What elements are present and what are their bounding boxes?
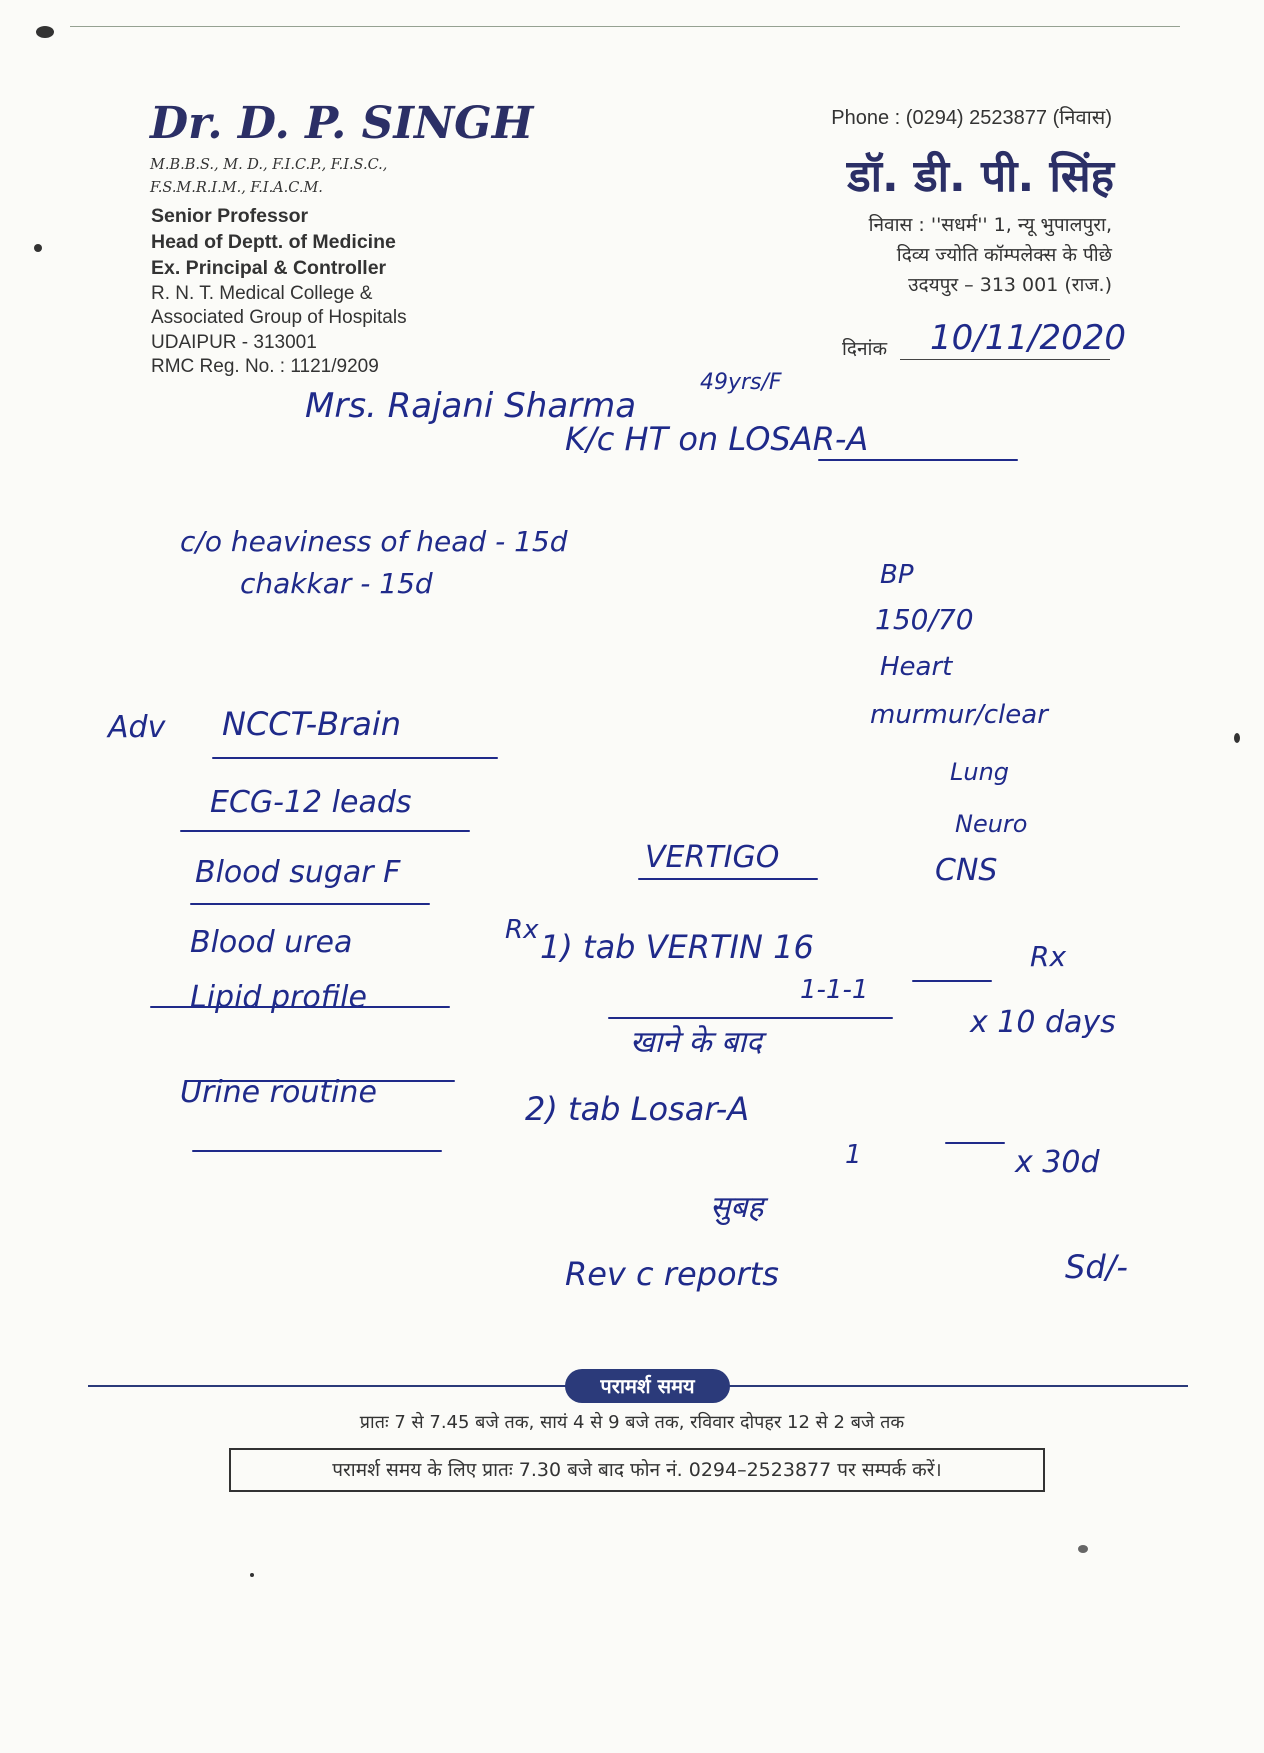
rx-dose-mark: Rx [1030, 940, 1067, 973]
rx-dose: 1 [845, 1140, 862, 1170]
doctor-name-english: Dr. D. P. SINGH [150, 98, 534, 149]
review-note: Rev c reports [565, 1255, 779, 1293]
ink-spot [34, 244, 42, 252]
degrees-line: F.S.M.R.I.M., F.I.A.C.M. [150, 180, 323, 196]
title-senior-professor: Senior Professor [151, 205, 309, 227]
test-item: Urine routine [180, 1075, 377, 1110]
contact-box: परामर्श समय के लिए प्रातः 7.30 बजे बाद फोन नं. 0294–2523877 पर सम्पर्क करें। [229, 1448, 1045, 1492]
ink-spot [250, 1573, 254, 1577]
top-edge-line [70, 26, 1180, 27]
title-ex-principal: Ex. Principal & Controller [151, 257, 387, 279]
rx-instruction: सुबह [710, 1190, 764, 1225]
rx-duration: x 30d [1015, 1145, 1100, 1180]
rx-underline [608, 1017, 893, 1019]
diagnosis: VERTIGO [645, 840, 780, 875]
phone-number: Phone : (0294) 2523877 (निवास) [831, 107, 1112, 129]
consult-hours: प्रातः 7 से 7.45 बजे तक, सायं 4 से 9 बजे तक, रविवार दोपहर 12 से 2 बजे तक [359, 1412, 905, 1433]
arrow-line [945, 1142, 1005, 1144]
title-head-medicine: Head of Deptt. of Medicine [151, 231, 396, 253]
vitals-line: Lung [950, 758, 1010, 786]
history: K/c HT on LOSAR-A [565, 420, 869, 458]
date-label: दिनांक [842, 338, 888, 360]
diagnosis-underline [638, 878, 818, 880]
test-underline [212, 757, 498, 759]
test-underline [192, 1150, 442, 1152]
complaint-line: chakkar - 15d [240, 567, 433, 600]
ink-spot [1234, 733, 1240, 743]
rx-duration: x 10 days [970, 1005, 1116, 1040]
test-underline [190, 903, 430, 905]
signature: Sd/- [1065, 1248, 1128, 1286]
date-value: 10/11/2020 [930, 318, 1126, 358]
advice-heading: Adv [108, 710, 166, 745]
vitals-line: BP [880, 560, 914, 590]
doctor-name-hindi: डॉ. डी. पी. सिंह [847, 151, 1114, 202]
ink-spot [1078, 1545, 1088, 1553]
test-item: Lipid profile [190, 980, 367, 1015]
date-underline [900, 359, 1110, 360]
rx-item: 1) tab VERTIN 16 [540, 928, 814, 966]
test-item: NCCT-Brain [222, 705, 402, 743]
rx-item: 2) tab Losar-A [525, 1090, 750, 1128]
history-underline [818, 459, 1018, 461]
test-item: ECG-12 leads [210, 785, 412, 820]
registration-number: RMC Reg. No. : 1121/9209 [151, 356, 379, 377]
vitals-line: murmur/clear [870, 700, 1048, 730]
address-line: निवास : ''सधर्म'' 1, न्यू भुपालपुरा, [868, 214, 1112, 236]
ink-spot [36, 26, 54, 38]
degrees [150, 154, 480, 200]
patient-age-sex: 49yrs/F [700, 370, 782, 395]
address-line: उदयपुर – 313 001 (राज.) [908, 274, 1112, 296]
consult-time-label: परामर्श समय [565, 1369, 730, 1403]
vitals-line: 150/70 [875, 603, 974, 636]
arrow-line [912, 980, 992, 982]
vitals-line: Neuro [955, 810, 1028, 838]
rx-instruction: खाने के बाद [630, 1025, 762, 1060]
patient-name: Mrs. Rajani Sharma [305, 386, 637, 426]
test-item: Blood urea [190, 925, 353, 960]
city-line: UDAIPUR - 313001 [151, 332, 317, 353]
test-underline [180, 830, 470, 832]
rx-heading: Rx [505, 915, 539, 945]
college-line: Associated Group of Hospitals [151, 307, 407, 328]
college-line: R. N. T. Medical College & [151, 283, 373, 304]
address-line: दिव्य ज्योति कॉम्पलेक्स के पीछे [896, 244, 1112, 266]
complaint-line: c/o heaviness of head - 15d [180, 525, 568, 558]
degrees-line: M.B.B.S., M. D., F.I.C.P., F.I.S.C., [150, 157, 388, 173]
vitals-line: CNS [935, 853, 998, 888]
vitals-line: Heart [880, 652, 953, 682]
rx-dose: 1-1-1 [800, 975, 869, 1005]
test-item: Blood sugar F [195, 855, 401, 890]
